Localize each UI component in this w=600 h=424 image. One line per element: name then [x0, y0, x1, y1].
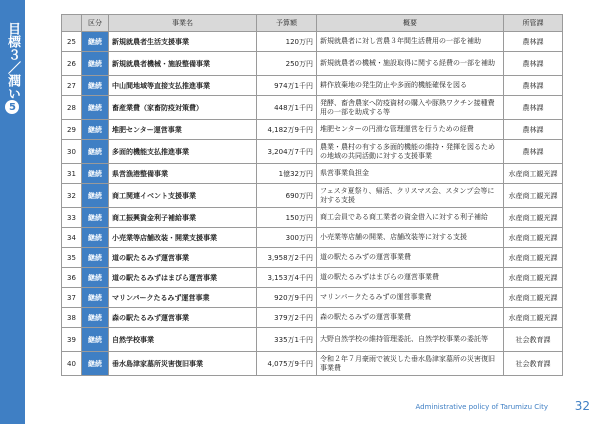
row-number: 30 [62, 140, 82, 164]
project-name: 県営漁港整備事業 [109, 164, 257, 184]
department: 水産商工観光課 [504, 228, 563, 248]
project-overview: 新規就農者の機械・施設取得に関する経費の一部を補助 [317, 52, 504, 76]
department: 社会教育課 [504, 352, 563, 376]
budget-amount: 974万1千円 [257, 76, 317, 96]
budget-amount: 379万2千円 [257, 308, 317, 328]
project-overview: 県営事業負担金 [317, 164, 504, 184]
category-badge: 継続 [82, 52, 109, 76]
project-name: 森の駅たるみず運営事業 [109, 308, 257, 328]
department: 水産商工観光課 [504, 248, 563, 268]
project-overview: 商工会員である商工業者の資金借入に対する利子補給 [317, 208, 504, 228]
budget-table [61, 14, 563, 376]
budget-amount: 3,153万4千円 [257, 268, 317, 288]
row-number: 25 [62, 32, 82, 52]
table-row [62, 228, 563, 248]
category-badge: 継続 [82, 352, 109, 376]
budget-amount: 250万円 [257, 52, 317, 76]
project-overview: 道の駅たるみずはまびらの運営事業費 [317, 268, 504, 288]
budget-amount: 150万円 [257, 208, 317, 228]
sidebar [0, 0, 25, 424]
table-row [62, 268, 563, 288]
category-badge: 継続 [82, 76, 109, 96]
budget-amount: 335万1千円 [257, 328, 317, 352]
goal-number-badge: 5 [7, 101, 18, 113]
row-number: 37 [62, 288, 82, 308]
row-number: 32 [62, 184, 82, 208]
project-overview: 発酵、畜舎農家へ防疫資材の購入や豚熱ワクチン接種費用の一部を助成する等 [317, 96, 504, 120]
project-name: 道の駅たるみずはまびら運営事業 [109, 268, 257, 288]
category-badge: 継続 [82, 228, 109, 248]
department: 農林課 [504, 140, 563, 164]
row-number: 36 [62, 268, 82, 288]
department: 農林課 [504, 76, 563, 96]
category-badge: 継続 [82, 164, 109, 184]
header-department: 所管課 [504, 15, 563, 32]
project-name: 小売業等店舗改装・開業支援事業 [109, 228, 257, 248]
category-badge: 継続 [82, 184, 109, 208]
project-overview: 新規就農者に対し営農３年間生活費用の一部を補助 [317, 32, 504, 52]
category-badge: 継続 [82, 328, 109, 352]
department: 農林課 [504, 120, 563, 140]
project-name: マリンパークたるみず運営事業 [109, 288, 257, 308]
project-name: 道の駅たるみず運営事業 [109, 248, 257, 268]
project-overview: フェスタ夏祭り、帰活、クリスマス会、スタンプ会等に対する支援 [317, 184, 504, 208]
header-budget: 予算額 [257, 15, 317, 32]
table-row [62, 52, 563, 76]
header-no [62, 15, 82, 32]
row-number: 28 [62, 96, 82, 120]
header-category: 区分 [82, 15, 109, 32]
goal-vertical-title [0, 22, 25, 114]
row-number: 29 [62, 120, 82, 140]
budget-amount: 3,958万2千円 [257, 248, 317, 268]
department: 水産商工観光課 [504, 308, 563, 328]
table-row [62, 248, 563, 268]
project-overview: 農業・農村の有する多面的機能の維持・発揮を図るための地域の共同活動に対する支援事業 [317, 140, 504, 164]
category-badge: 継続 [82, 140, 109, 164]
department: 水産商工観光課 [504, 164, 563, 184]
table-row [62, 120, 563, 140]
department: 水産商工観光課 [504, 268, 563, 288]
row-number: 27 [62, 76, 82, 96]
budget-amount: 448万1千円 [257, 96, 317, 120]
table-row [62, 76, 563, 96]
project-overview: 道の駅たるみずの運営事業費 [317, 248, 504, 268]
header-overview: 概要 [317, 15, 504, 32]
department: 農林課 [504, 52, 563, 76]
department: 水産商工観光課 [504, 288, 563, 308]
budget-amount: 4,182万9千円 [257, 120, 317, 140]
row-number: 33 [62, 208, 82, 228]
row-number: 39 [62, 328, 82, 352]
row-number: 40 [62, 352, 82, 376]
table-row [62, 32, 563, 52]
table-row [62, 308, 563, 328]
table-row [62, 140, 563, 164]
table-row [62, 164, 563, 184]
project-name: 多面的機能支払推進事業 [109, 140, 257, 164]
page-number: 32 [574, 399, 590, 413]
budget-amount: 4,075万9千円 [257, 352, 317, 376]
project-name: 商工関連イベント支援事業 [109, 184, 257, 208]
row-number: 38 [62, 308, 82, 328]
project-name: 中山間地域等直接支払推進事業 [109, 76, 257, 96]
category-badge: 継続 [82, 208, 109, 228]
category-badge: 継続 [82, 308, 109, 328]
project-overview: 森の駅たるみずの運営事業費 [317, 308, 504, 328]
department: 水産商工観光課 [504, 208, 563, 228]
table-row [62, 328, 563, 352]
table-row [62, 288, 563, 308]
project-overview: 堆肥センターの円滑な管理運営を行うための経費 [317, 120, 504, 140]
goal-title-text: 目標３／潤い [5, 22, 20, 100]
project-overview: 耕作放棄地の発生防止や多面的機能確保を図る [317, 76, 504, 96]
project-name: 新規就農者生活支援事業 [109, 32, 257, 52]
table-row [62, 184, 563, 208]
header-project-name: 事業名 [109, 15, 257, 32]
row-number: 35 [62, 248, 82, 268]
project-overview: 小売業等店舗の開業、店舗改装等に対する支援 [317, 228, 504, 248]
project-name: 新規就農者機械・施設整備事業 [109, 52, 257, 76]
project-overview: マリンパークたるみずの運営事業費 [317, 288, 504, 308]
budget-amount: 920万9千円 [257, 288, 317, 308]
project-name: 商工振興資金利子補給事業 [109, 208, 257, 228]
category-badge: 継続 [82, 96, 109, 120]
budget-amount: 3,204万7千円 [257, 140, 317, 164]
department: 水産商工観光課 [504, 184, 563, 208]
project-overview: 令和２年７月豪雨で被災した垂水島津家墓所の災害復旧事業費 [317, 352, 504, 376]
table-row [62, 352, 563, 376]
category-badge: 継続 [82, 248, 109, 268]
table-body [62, 32, 563, 376]
table-row [62, 96, 563, 120]
category-badge: 継続 [82, 32, 109, 52]
department: 農林課 [504, 96, 563, 120]
department: 農林課 [504, 32, 563, 52]
project-name: 自然学校事業 [109, 328, 257, 352]
project-name: 垂水島津家墓所災害復旧事業 [109, 352, 257, 376]
department: 社会教育課 [504, 328, 563, 352]
category-badge: 継続 [82, 288, 109, 308]
row-number: 31 [62, 164, 82, 184]
project-name: 堆肥センター運営事業 [109, 120, 257, 140]
budget-amount: 690万円 [257, 184, 317, 208]
footer-text: Administrative policy of Tarumizu City [415, 403, 548, 411]
row-number: 34 [62, 228, 82, 248]
budget-amount: 1億32万円 [257, 164, 317, 184]
category-badge: 継続 [82, 120, 109, 140]
table-header-row [62, 15, 563, 32]
category-badge: 継続 [82, 268, 109, 288]
project-overview: 大野自然学校の維持管理委託、自然学校事業の委託等 [317, 328, 504, 352]
row-number: 26 [62, 52, 82, 76]
budget-amount: 120万円 [257, 32, 317, 52]
budget-amount: 300万円 [257, 228, 317, 248]
project-name: 畜産業費（家畜防疫対策費） [109, 96, 257, 120]
table-row [62, 208, 563, 228]
